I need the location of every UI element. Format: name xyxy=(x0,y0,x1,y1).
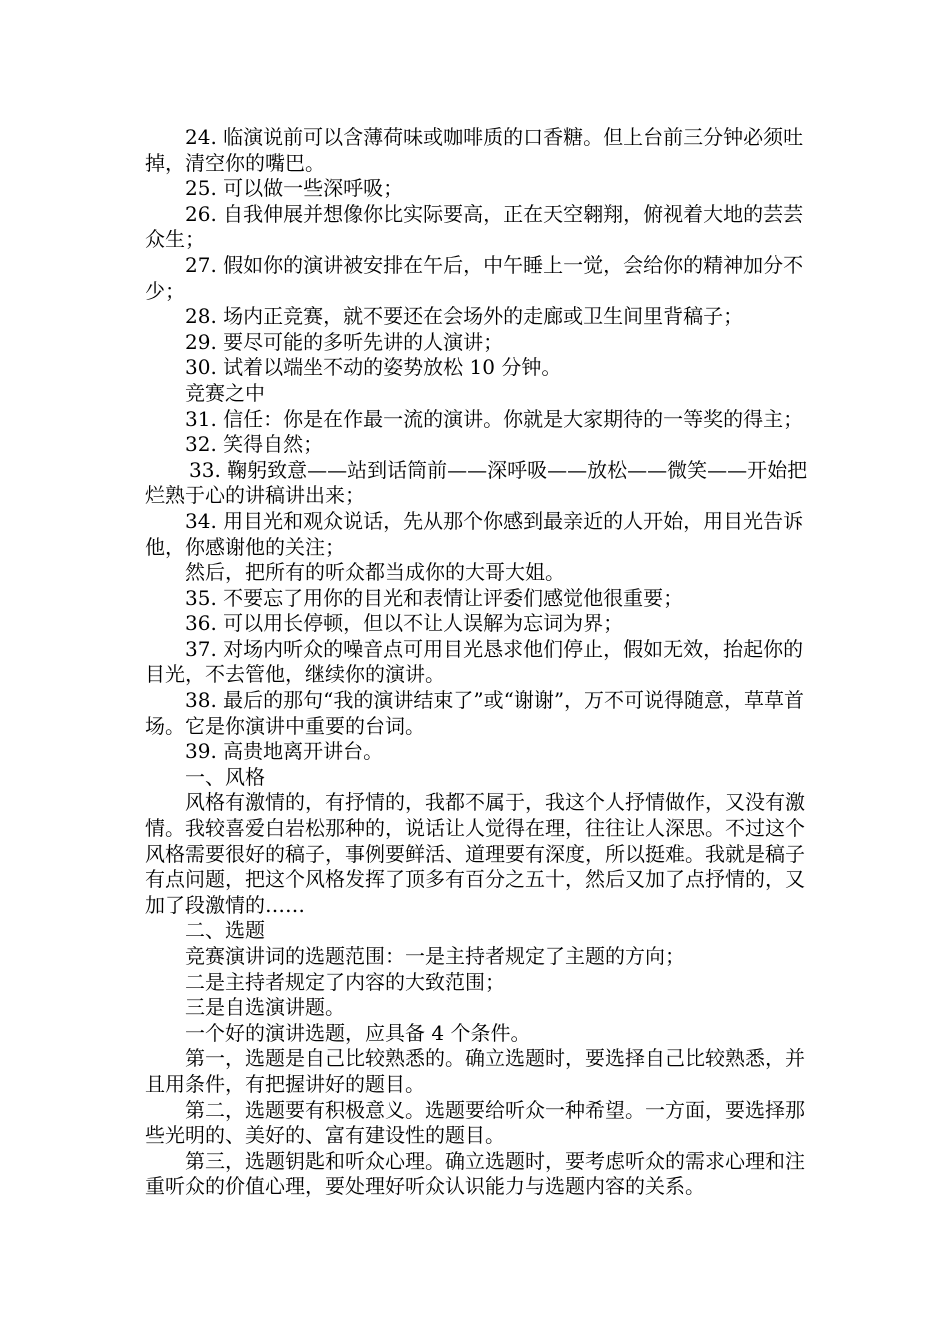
paragraph-29: 29. 要尽可能的多听先讲的人演讲； xyxy=(185,329,504,354)
paragraph-34: 34. 用目光和观众说话，先从那个你感到最亲近的人开始，用目光告诉他，你感谢他的关注； xyxy=(145,508,804,559)
paragraph-four-conditions: 一个好的演讲选题，应具备 4 个条件。 xyxy=(185,1020,531,1045)
paragraph-topic-range: 竞赛演讲词的选题范围：一是主持者规定了主题的方向； xyxy=(185,944,685,968)
paragraph-38: 38. 最后的那句“我的演讲结束了”或“谢谢”，万不可说得随意，草草首场。它是你演讲中重要的台词。 xyxy=(145,688,805,738)
paragraph-topic-range-3: 三是自选演讲题。 xyxy=(185,995,345,1020)
paragraph-25: 25. 可以做一些深呼吸； xyxy=(185,176,404,201)
paragraph-26: 26. 自我伸展并想像你比实际要高，正在天空翱翔，俯视着大地的芸芸众生； xyxy=(145,201,804,252)
paragraph-condition-2: 第二，选题要有积极意义。选题要给听众一种希望。一方面，要选择那些光明的、美好的、富有建设性的题目。 xyxy=(145,1097,805,1148)
paragraph-34-continued: 然后，把所有的听众都当成你的大哥大姐。 xyxy=(185,560,565,585)
paragraph-30: 30. 试着以端坐不动的姿势放松 10 分钟。 xyxy=(185,355,562,380)
paragraph-style-body: 风格有激情的，有抒情的，我都不属于，我这个人抒情做作，又没有激情。我较喜爱白岩松那种的，说话让人觉得在理，往往让人深思。不过这个风格需要很好的稿子，事例要鲜活、道理要有深度，所以挺难。我就是稿子有点问题，把这个风格发挥了顶多有百分之五十，然后又加了点抒情的，又加了段激情的…… xyxy=(145,790,805,917)
paragraph-31: 31. 信任：你是在作最一流的演讲。你就是大家期待的一等奖的得主； xyxy=(185,406,804,431)
paragraph-39: 39. 高贵地离开讲台。 xyxy=(185,739,384,764)
paragraph-32: 32. 笑得自然； xyxy=(185,432,324,457)
paragraph-36: 36. 可以用长停顿，但以不让人误解为忘词为界； xyxy=(185,611,624,636)
paragraph-24: 24. 临演说前可以含薄荷味或咖啡质的口香糖。但上台前三分钟必须吐掉，清空你的嘴巴。 xyxy=(145,125,804,175)
paragraph-27: 27. 假如你的演讲被安排在午后，中午睡上一觉，会给你的精神加分不少； xyxy=(145,252,804,303)
paragraph-condition-3: 第三，选题钥匙和听众心理。确立选题时，要考虑听众的需求心理和注重听众的价值心理，要处理好听众认识能力与选题内容的关系。 xyxy=(145,1148,805,1199)
paragraph-35: 35. 不要忘了用你的目光和表情让评委们感觉他很重要； xyxy=(185,585,684,610)
section-heading-style: 一、风格 xyxy=(185,764,265,789)
paragraph-37: 37. 对场内听众的噪音点可用目光恳求他们停止，假如无效，抬起你的目光，不去管他，继续你的演讲。 xyxy=(145,636,804,687)
paragraph-28: 28. 场内正竞赛，就不要还在会场外的走廊或卫生间里背稿子； xyxy=(185,304,744,329)
section-heading-topic: 二、选题 xyxy=(185,918,265,943)
paragraph-condition-1: 第一，选题是自己比较熟悉的。确立选题时，要选择自己比较熟悉，并且用条件，有把握讲好的题目。 xyxy=(145,1046,805,1096)
paragraph-topic-range-2: 二是主持者规定了内容的大致范围； xyxy=(185,969,505,994)
document-page xyxy=(145,125,815,1200)
section-heading-during-competition: 竞赛之中 xyxy=(185,380,265,405)
paragraph-33: 33. 鞠躬致意——站到话筒前——深呼吸——放松——微笑——开始把烂熟于心的讲稿讲出来； xyxy=(145,457,808,508)
